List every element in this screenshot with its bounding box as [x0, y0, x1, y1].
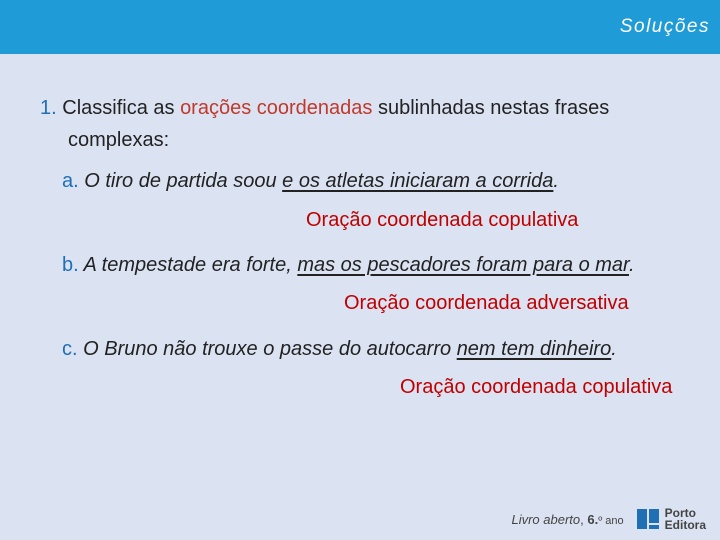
answer-a: Oração coordenada copulativa — [306, 209, 579, 231]
porto-editora-logo-icon — [636, 507, 660, 531]
footer-grade-sup: º — [598, 514, 603, 527]
publisher-logo — [636, 507, 706, 531]
question-text-before: Classifica as — [56, 97, 181, 119]
question — [40, 92, 680, 156]
item-c — [62, 338, 617, 361]
question-text-after: sublinhadas nestas frases — [372, 97, 610, 119]
question-highlight: orações coordenadas — [180, 97, 373, 119]
question-number: 1. — [40, 97, 57, 119]
footer-separator: , — [580, 511, 588, 527]
item-underlined-clause: e os atletas iniciaram a corrida — [282, 170, 554, 192]
item-underlined-clause: nem tem dinheiro — [456, 338, 612, 360]
item-b — [62, 254, 635, 277]
item-text-after: . — [628, 254, 635, 276]
item-letter: c. — [62, 338, 78, 360]
footer-grade: 6. — [587, 511, 599, 527]
answer-c: Oração coordenada copulativa — [400, 376, 673, 398]
item-letter: a. — [62, 170, 79, 192]
question-text-cont: complexas: — [68, 129, 170, 151]
item-a — [62, 170, 559, 193]
footer — [511, 506, 706, 532]
header-title: Soluções — [619, 16, 710, 37]
footer-book-title: Livro aberto — [511, 511, 581, 527]
footer-book-info — [511, 512, 623, 527]
item-underlined-clause: mas os pescadores foram para o mar — [297, 254, 629, 276]
header-bar — [0, 0, 720, 54]
publisher-line-1: Porto — [664, 506, 696, 520]
item-text-before: O Bruno não trouxe o passe do autocarro — [77, 338, 457, 360]
item-text-before: A tempestade era forte, — [78, 254, 298, 276]
publisher-line-2: Editora — [664, 518, 706, 532]
footer-grade-suffix: ano — [602, 514, 624, 527]
item-letter: b. — [62, 254, 79, 276]
item-text-before: O tiro de partida soou — [78, 170, 283, 192]
item-text-after: . — [611, 338, 617, 360]
publisher-name — [665, 507, 706, 531]
answer-b: Oração coordenada adversativa — [344, 292, 629, 314]
item-text-after: . — [553, 170, 559, 192]
